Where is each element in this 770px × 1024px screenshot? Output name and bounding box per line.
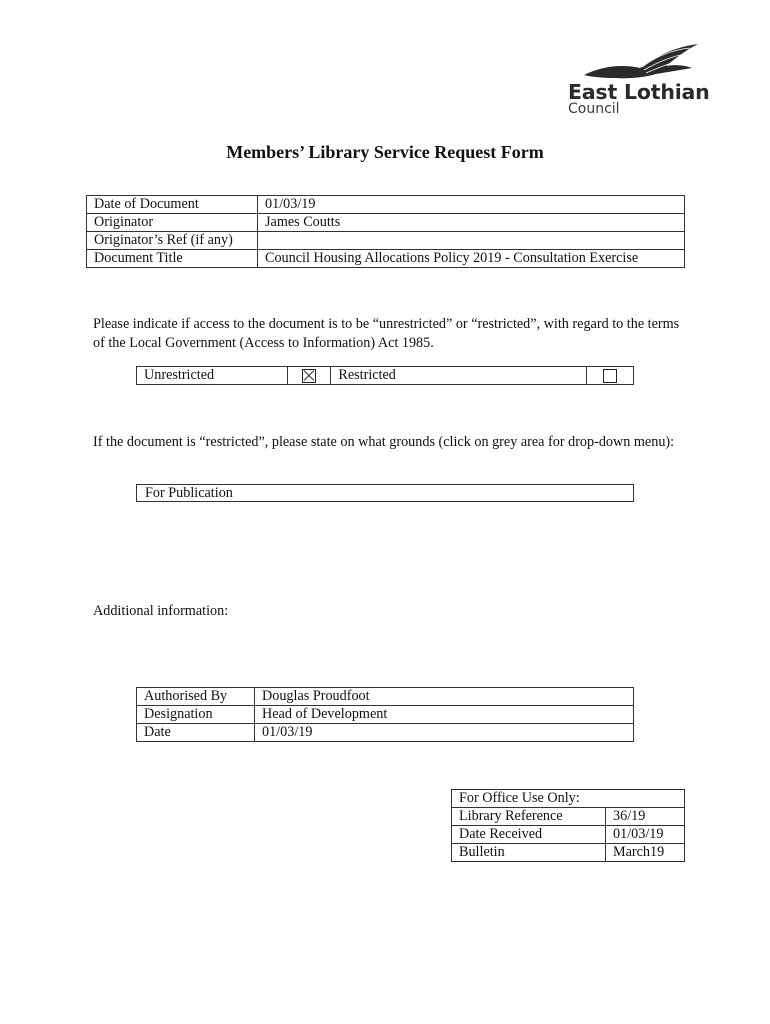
restricted-label: Restricted [331,367,587,385]
authorised-by-label: Authorised By [137,688,255,706]
table-row [137,688,634,706]
library-reference-label: Library Reference [452,808,606,826]
office-use-table [451,789,685,862]
date-label: Date [137,724,255,742]
table-row [87,214,685,232]
table-row [452,808,685,826]
table-row [87,250,685,268]
document-title-label: Document Title [87,250,258,268]
table-row [87,232,685,250]
grounds-instruction: If the document is “restricted”, please state on what grounds (click on grey area for drop-down menu): [93,434,675,450]
page-title: Members’ Library Service Request Form [226,142,544,162]
restricted-checkbox[interactable] [603,369,617,383]
designation-field[interactable]: Head of Development [255,706,634,724]
table-row [87,196,685,214]
table-row [137,706,634,724]
grounds-dropdown[interactable]: For Publication [136,484,634,502]
unrestricted-label: Unrestricted [137,367,288,385]
bulletin-label: Bulletin [452,844,606,862]
bulletin-field[interactable]: March19 [606,844,685,862]
date-of-document-label: Date of Document [87,196,258,214]
table-row [452,826,685,844]
unrestricted-checkbox[interactable] [302,369,316,383]
bird-emblem-icon [582,42,700,82]
originator-ref-field[interactable] [258,232,685,250]
table-row [452,844,685,862]
additional-information-label: Additional information: [93,603,229,619]
authorisation-table [136,687,634,742]
authorised-by-field[interactable]: Douglas Proudfoot [255,688,634,706]
logo-subname: Council [568,101,620,117]
table-row [452,790,685,808]
document-title-field[interactable]: Council Housing Allocations Policy 2019 - Consultation Exercise [258,250,685,268]
designation-label: Designation [137,706,255,724]
access-instruction: Please indicate if access to the document is to be “unrestricted” or “restricted”, with regard to the terms of the Local Government (Access to Information) Act 1985. [93,316,680,351]
table-row [137,367,634,385]
access-selection-table [136,366,634,385]
logo-name: East Lothian [568,80,710,104]
date-received-label: Date Received [452,826,606,844]
unrestricted-checkbox-cell[interactable] [288,367,331,385]
originator-ref-label: Originator’s Ref (if any) [87,232,258,250]
date-of-document-field[interactable]: 01/03/19 [258,196,685,214]
date-field[interactable]: 01/03/19 [255,724,634,742]
originator-label: Originator [87,214,258,232]
originator-field[interactable]: James Coutts [258,214,685,232]
council-logo [560,38,730,120]
table-row [137,724,634,742]
office-use-heading: For Office Use Only: [452,790,685,808]
date-received-field[interactable]: 01/03/19 [606,826,685,844]
document-details-table [86,195,685,268]
restricted-checkbox-cell[interactable] [586,367,633,385]
library-reference-field[interactable]: 36/19 [606,808,685,826]
